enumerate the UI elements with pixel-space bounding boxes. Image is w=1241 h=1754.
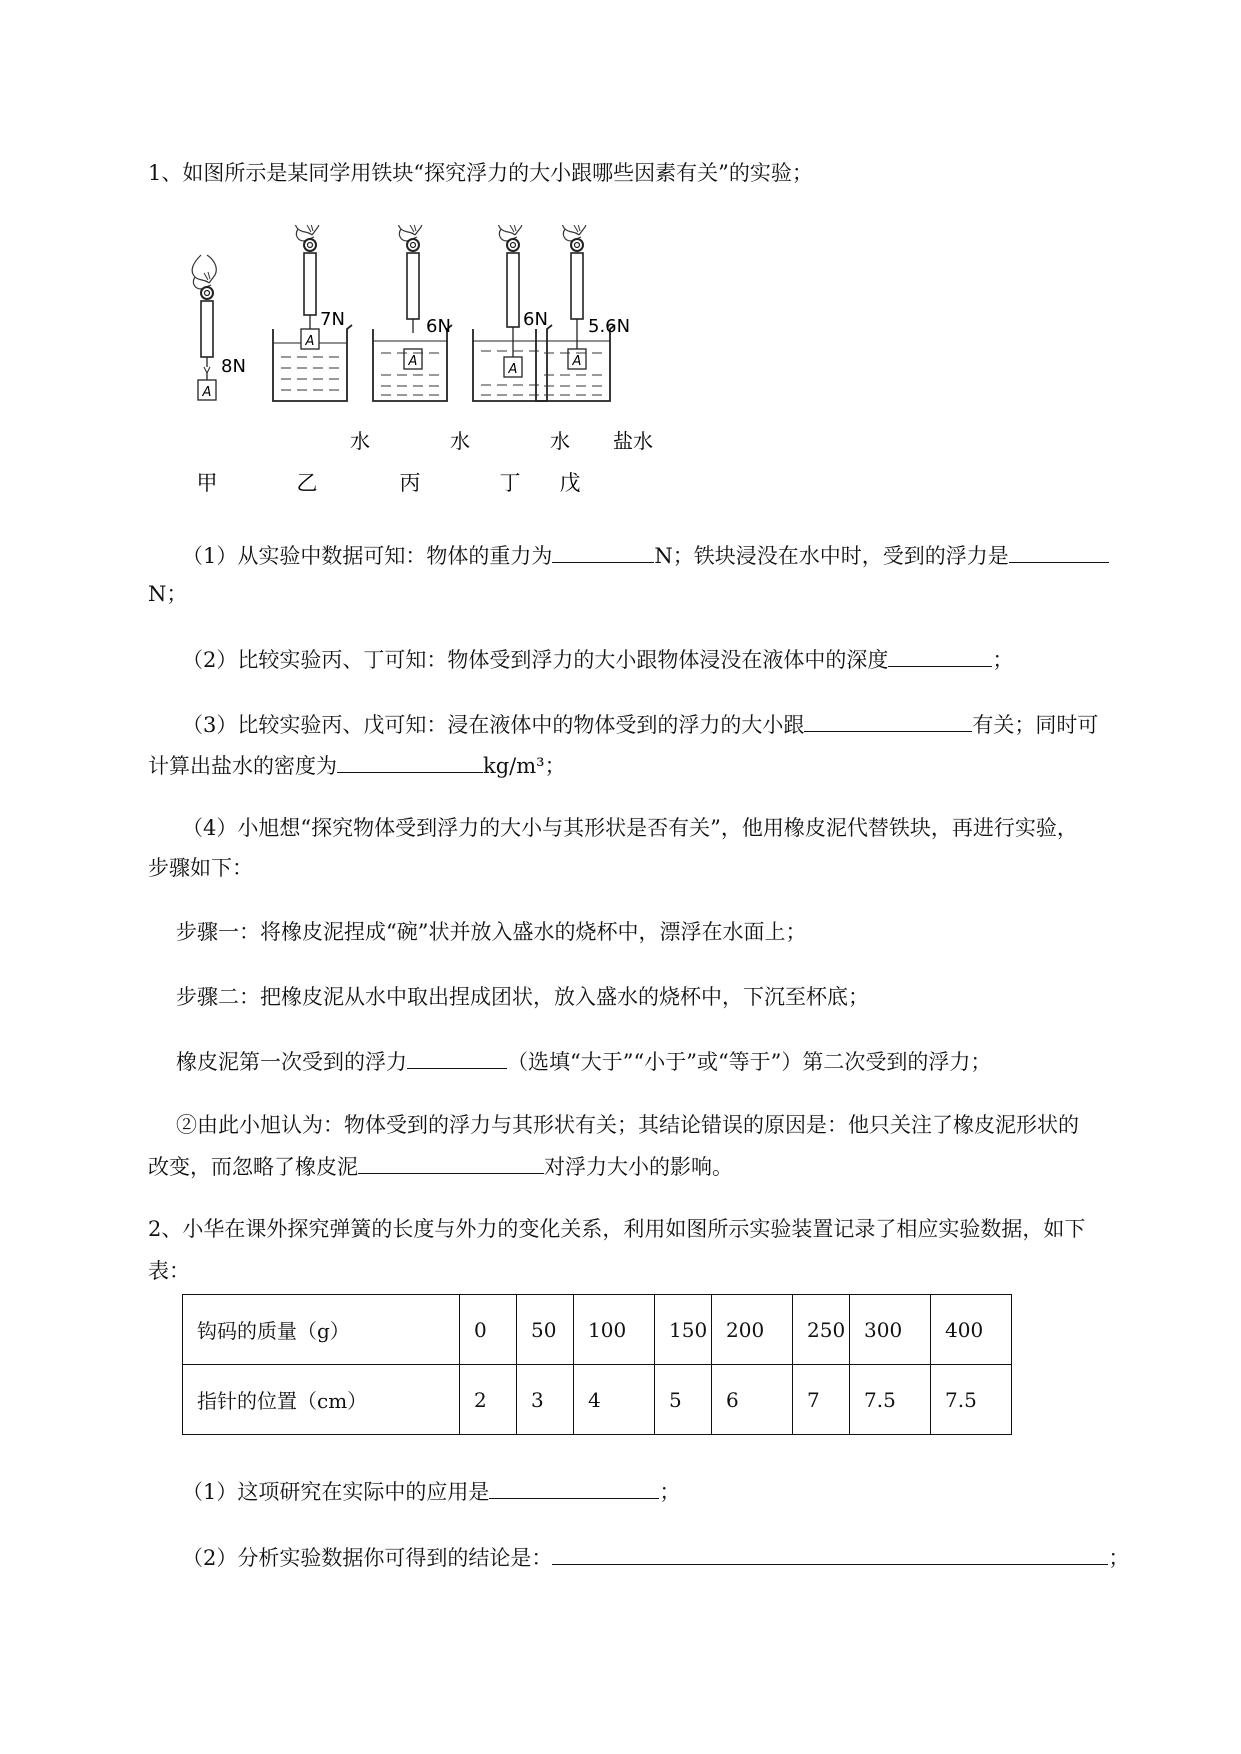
table-cell: 150 (655, 1295, 712, 1365)
q1-part4: （4）小旭想“探究物体受到浮力的大小与其形状是否有关”，他用橡皮泥代替铁块，再进行实验， (182, 816, 1078, 840)
table-cell: 7.5 (931, 1365, 1012, 1435)
answer-blank[interactable] (1009, 544, 1109, 563)
block-letter: A (305, 334, 315, 349)
q1-step2: 步骤二：把橡皮泥从水中取出捏成团状，放入盛水的烧杯中，下沉至杯底； (176, 985, 869, 1009)
table-cell: 300 (850, 1295, 931, 1365)
q1-intro: 1、如图所示是某同学用铁块“探究浮力的大小跟哪些因素有关”的实验； (148, 161, 813, 185)
table-cell: 400 (931, 1295, 1012, 1365)
q1-part5: 橡皮泥第一次受到的浮力 （选填“大于”“小于”或“等于”）第二次受到的浮力； (176, 1050, 992, 1074)
reading-ding: 6N (523, 309, 548, 330)
q1-part2: （2）比较实验丙、丁可知：物体受到浮力的大小跟物体浸没在液体中的深度 ； (182, 648, 1014, 672)
liquid-label: 水 (450, 429, 470, 453)
table-cell: 6 (712, 1365, 793, 1435)
table-cell: 2 (460, 1365, 517, 1435)
label-wu: 戊 (559, 471, 581, 495)
q2-intro: 2、小华在课外探究弹簧的长度与外力的变化关系，利用如图所示实验装置记录了相应实验数据，如下 (148, 1217, 1086, 1241)
q2-intro-cont: 表： (148, 1259, 190, 1283)
block-letter: A (408, 354, 418, 369)
reading-bing: 6N (426, 316, 451, 337)
answer-blank[interactable] (358, 1155, 544, 1174)
label-bing: 丙 (399, 471, 421, 495)
apparatus-jia (192, 255, 216, 400)
table-row (183, 1295, 1012, 1365)
reading-wu: 5.6N (588, 316, 631, 337)
table-row (183, 1365, 1012, 1435)
liquid-label: 盐水 (613, 429, 653, 453)
answer-blank[interactable] (489, 1480, 659, 1499)
table-cell: 0 (460, 1295, 517, 1365)
table-cell: 3 (517, 1365, 574, 1435)
q1-part4-cont: 步骤如下： (148, 856, 253, 880)
block-letter: A (572, 354, 582, 369)
liquid-label: 水 (350, 429, 370, 453)
answer-blank[interactable] (804, 713, 972, 732)
q1-part1-unit: N； (148, 582, 188, 606)
table-header: 指针的位置（cm） (183, 1365, 460, 1435)
q1-part6-cont: 改变，而忽略了橡皮泥 对浮力大小的影响。 (148, 1155, 733, 1179)
q1-part3-cont: 计算出盐水的密度为 kg/m³； (148, 754, 566, 778)
table-cell: 7.5 (850, 1365, 931, 1435)
block-letter: A (508, 362, 518, 377)
buoyancy-experiment-figure (170, 225, 730, 500)
label-yi: 乙 (296, 471, 318, 495)
answer-blank[interactable] (552, 544, 654, 563)
apparatus-bing (373, 225, 452, 401)
liquid-label: 水 (550, 429, 570, 453)
data-table (182, 1294, 1012, 1435)
table-cell: 7 (793, 1365, 850, 1435)
q1-step1: 步骤一：将橡皮泥捏成“碗”状并放入盛水的烧杯中，漂浮在水面上； (176, 920, 807, 944)
table-cell: 5 (655, 1365, 712, 1435)
answer-blank[interactable] (552, 1546, 1108, 1565)
q2-part1: （1）这项研究在实际中的应用是 ； (182, 1480, 681, 1504)
q1-part3: （3）比较实验丙、戊可知：浸在液体中的物体受到的浮力的大小跟 有关；同时可 (182, 713, 1099, 737)
table-cell: 200 (712, 1295, 793, 1365)
label-jia: 甲 (196, 471, 218, 495)
q1-part1: （1）从实验中数据可知：物体的重力为 N；铁块浸没在水中时，受到的浮力是 (182, 544, 1109, 567)
table-cell: 250 (793, 1295, 850, 1365)
reading-yi: 7N (320, 309, 345, 330)
block-letter: A (202, 385, 212, 400)
answer-blank[interactable] (337, 754, 483, 773)
label-ding: 丁 (499, 471, 521, 495)
answer-blank[interactable] (407, 1050, 507, 1069)
table-cell: 4 (574, 1365, 655, 1435)
table-cell: 100 (574, 1295, 655, 1365)
q1-part6: ②由此小旭认为：物体受到的浮力与其形状有关；其结论错误的原因是：他只关注了橡皮泥形状的 (176, 1113, 1079, 1137)
answer-blank[interactable] (888, 648, 992, 667)
table-cell: 50 (517, 1295, 574, 1365)
reading-jia: 8N (221, 356, 246, 377)
table-header: 钩码的质量（g） (183, 1295, 460, 1365)
q2-part2: （2）分析实验数据你可得到的结论是： ； (182, 1546, 1130, 1570)
